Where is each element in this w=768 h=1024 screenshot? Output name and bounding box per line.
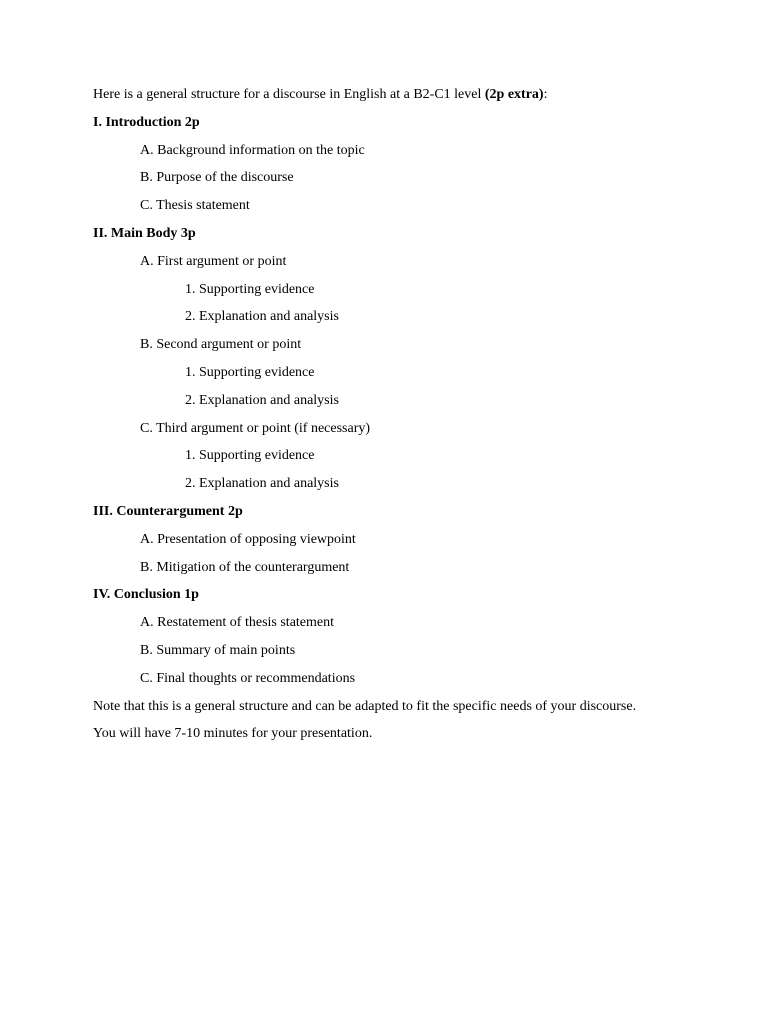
outline-point: A. First argument or point (140, 253, 287, 269)
intro-text: Here is a general structure for a discourse in English at a B2-C1 level (93, 87, 485, 102)
outline-item: A. Restatement of thesis statement (140, 615, 335, 631)
outline-item: B. Summary of main points (140, 642, 296, 658)
outline-item: B. Purpose of the discourse (140, 170, 294, 186)
outline-item: B. Mitigation of the counterargument (140, 559, 350, 575)
outline-subitem: 1. Supporting evidence (185, 281, 315, 297)
intro-suffix: : (543, 87, 548, 102)
outline-item: A. Presentation of opposing viewpoint (140, 531, 356, 547)
section-heading-counterargument: III. Counterargument 2p (93, 503, 243, 519)
outline-item: A. Background information on the topic (140, 142, 365, 158)
section-heading-conclusion: IV. Conclusion 1p (93, 587, 199, 603)
outline-item: C. Final thoughts or recommendations (140, 670, 356, 686)
document-page (93, 86, 653, 753)
outline-point: C. Third argument or point (if necessary) (140, 420, 371, 436)
section-heading-introduction: I. Introduction 2p (93, 114, 200, 130)
intro-paragraph (93, 86, 653, 104)
outline-subitem: 2. Explanation and analysis (185, 392, 339, 408)
outline-subitem: 2. Explanation and analysis (185, 476, 339, 492)
outline-subitem: 1. Supporting evidence (185, 364, 315, 380)
time-note-paragraph: You will have 7-10 minutes for your presentation. (93, 726, 373, 742)
outline-subitem: 1. Supporting evidence (185, 448, 315, 464)
note-paragraph: Note that this is a general structure and can be adapted to fit the specific needs of your discourse. (93, 698, 637, 714)
outline-subitem: 2. Explanation and analysis (185, 309, 339, 325)
outline-item: C. Thesis statement (140, 198, 250, 214)
outline-point: B. Second argument or point (140, 337, 302, 353)
section-heading-main-body: II. Main Body 3p (93, 225, 196, 241)
intro-bold-extra: (2p extra) (484, 87, 544, 102)
